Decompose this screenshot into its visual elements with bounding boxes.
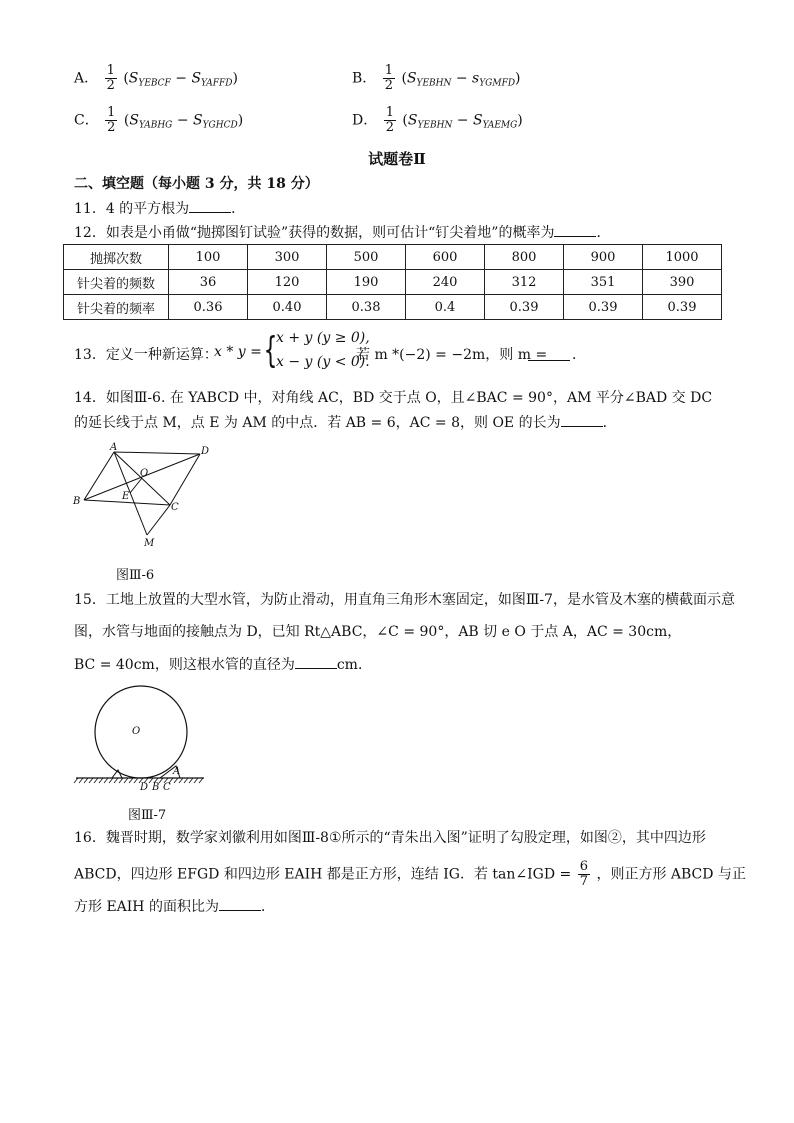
question-15-line1: 15．工地上放置的大型水管，为防止滑动，用直角三角形木塞固定，如图Ⅲ-7，是水管及木塞的横截面示意 <box>74 592 735 608</box>
label-m: M <box>144 538 155 549</box>
label-b: B <box>152 782 160 793</box>
ground-hatch <box>129 778 133 783</box>
label-o: O <box>140 468 149 479</box>
fraction-half: $\frac{1}{2}$ <box>385 105 394 135</box>
edge-ab <box>84 452 114 500</box>
option-a: A． $\frac{1}{2}$ $(S_{YEBCF} - S_{YAFFD})$ <box>74 63 238 93</box>
table-row <box>64 270 722 295</box>
question-16-line3: 方形 EAIH 的面积比为 ． <box>74 896 275 917</box>
edge-ad <box>114 452 200 454</box>
figure-caption-iii-6: 图Ⅲ-6 <box>116 568 155 583</box>
table-cell: 0.40 <box>248 295 327 320</box>
question-14-line2: 的延长线于点 M，点 E 为 AM 的中点．若 AB = 6，AC = 8，则 OE 的长为 ． <box>74 412 617 433</box>
ground-hatch <box>84 778 88 783</box>
ground-hatch <box>74 778 78 783</box>
section-heading: 试题卷Ⅱ <box>368 150 426 168</box>
answer-blank <box>189 198 231 213</box>
answer-blank <box>528 346 570 361</box>
label-c: C <box>171 502 179 513</box>
brace: { <box>263 330 278 371</box>
table-cell: 0.39 <box>643 295 722 320</box>
table-cell: 900 <box>564 245 643 270</box>
ground-hatch <box>184 778 188 783</box>
ground-hatch <box>134 778 138 783</box>
table-row <box>64 295 722 320</box>
question-16-line2: ABCD，四边形 EFGD 和四边形 EAIH 都是正方形，连结 IG．若 tan∠IGD = $\frac{6}{7}$ ，则正方形 ABCD 与正 <box>74 859 746 889</box>
figure-iii-6 <box>70 440 230 550</box>
ground-hatch <box>174 778 178 783</box>
segment-oe <box>130 478 142 493</box>
table-cell: 36 <box>169 270 248 295</box>
table-cell: 312 <box>485 270 564 295</box>
label-d: D <box>201 446 210 457</box>
table-cell: 300 <box>248 245 327 270</box>
table-cell: 100 <box>169 245 248 270</box>
data-table <box>63 244 722 320</box>
ground-hatch <box>99 778 103 783</box>
fraction-half: $\frac{1}{2}$ <box>107 105 116 135</box>
row-header-cell: 抛掷次数 <box>64 245 169 270</box>
table-cell: 390 <box>643 270 722 295</box>
ground-hatch <box>199 778 203 783</box>
pipe-circle <box>95 686 187 778</box>
answer-blank <box>554 222 596 237</box>
ground-hatch <box>189 778 193 783</box>
question-16-line1: 16．魏晋时期，数学家刘徽利用如图Ⅲ-8①所示的“青朱出入图”证明了勾股定理，如图②，其中四边形 <box>74 830 706 846</box>
row-header-cell: 针尖着的频数 <box>64 270 169 295</box>
label-o: O <box>132 726 141 737</box>
label-e: E <box>122 491 130 502</box>
table-cell: 600 <box>406 245 485 270</box>
extension-dm <box>147 505 170 535</box>
figure-caption-iii-7: 图Ⅲ-7 <box>128 808 167 823</box>
question-15-line3: BC = 40cm，则这根水管的直径为 cm． <box>74 654 372 675</box>
answer-blank <box>219 896 261 911</box>
table-cell: 240 <box>406 270 485 295</box>
table-cell: 190 <box>327 270 406 295</box>
table-cell: 0.38 <box>327 295 406 320</box>
answer-blank <box>295 654 337 669</box>
table-cell: 0.39 <box>564 295 643 320</box>
table-cell: 0.36 <box>169 295 248 320</box>
ground-hatch <box>89 778 93 783</box>
ground-hatch <box>194 778 198 783</box>
label-c: C <box>163 782 171 793</box>
table-cell: 120 <box>248 270 327 295</box>
fraction-tan: $\frac{6}{7}$ <box>579 859 588 889</box>
segment-am <box>114 452 147 535</box>
edge-dc <box>170 454 200 505</box>
ground-hatch <box>109 778 113 783</box>
table-cell: 351 <box>564 270 643 295</box>
option-d: D． $\frac{1}{2}$ $(S_{YEBHN} - S_{YAEMG})$ <box>352 105 523 135</box>
row-header-cell: 针尖着的频率 <box>64 295 169 320</box>
label-b: B <box>73 496 81 507</box>
figure-iii-7 <box>72 682 212 794</box>
table-row <box>64 245 722 270</box>
label-d: D <box>140 782 149 793</box>
ground-hatch <box>179 778 183 783</box>
table-cell: 1000 <box>643 245 722 270</box>
option-b: B． $\frac{1}{2}$ $(S_{YEBHN} - s_{YGMFD})$ <box>352 63 521 93</box>
table-cell: 0.39 <box>485 295 564 320</box>
ground-hatch <box>94 778 98 783</box>
ground-hatch <box>104 778 108 783</box>
ground-hatch <box>79 778 83 783</box>
ground-hatch <box>119 778 123 783</box>
part-title: 二、填空题（每小题 3 分，共 18 分） <box>74 176 319 192</box>
fraction-half: $\frac{1}{2}$ <box>106 63 115 93</box>
table-cell: 500 <box>327 245 406 270</box>
table-cell: 800 <box>485 245 564 270</box>
question-12: 12．如表是小甬做“抛掷图钉试验”获得的数据，则可估计“钉尖着地”的概率为 ． <box>74 222 610 243</box>
answer-blank <box>561 412 603 427</box>
label-a: A <box>173 766 181 777</box>
question-14-line1: 14．如图Ⅲ-6. 在 YABCD 中，对角线 AC，BD 交于点 O，且∠BAC = 90°，AM 平分∠BAD 交 DC <box>74 390 713 406</box>
option-c: C． $\frac{1}{2}$ $(S_{YABHG} - S_{YGHCD})$ <box>74 105 244 135</box>
left-wedge <box>112 770 122 778</box>
table-cell: 0.4 <box>406 295 485 320</box>
question-11: 11．4 的平方根为 ． <box>74 198 245 219</box>
fraction-half: $\frac{1}{2}$ <box>384 63 394 93</box>
ground-hatch <box>114 778 118 783</box>
label-a: A <box>110 442 118 453</box>
ground-hatch <box>124 778 128 783</box>
question-15-line2: 图，水管与地面的接触点为 D，已知 Rt△ABC，∠C = 90°，AB 切 e O 于点 A，AC = 30cm， <box>74 624 682 640</box>
